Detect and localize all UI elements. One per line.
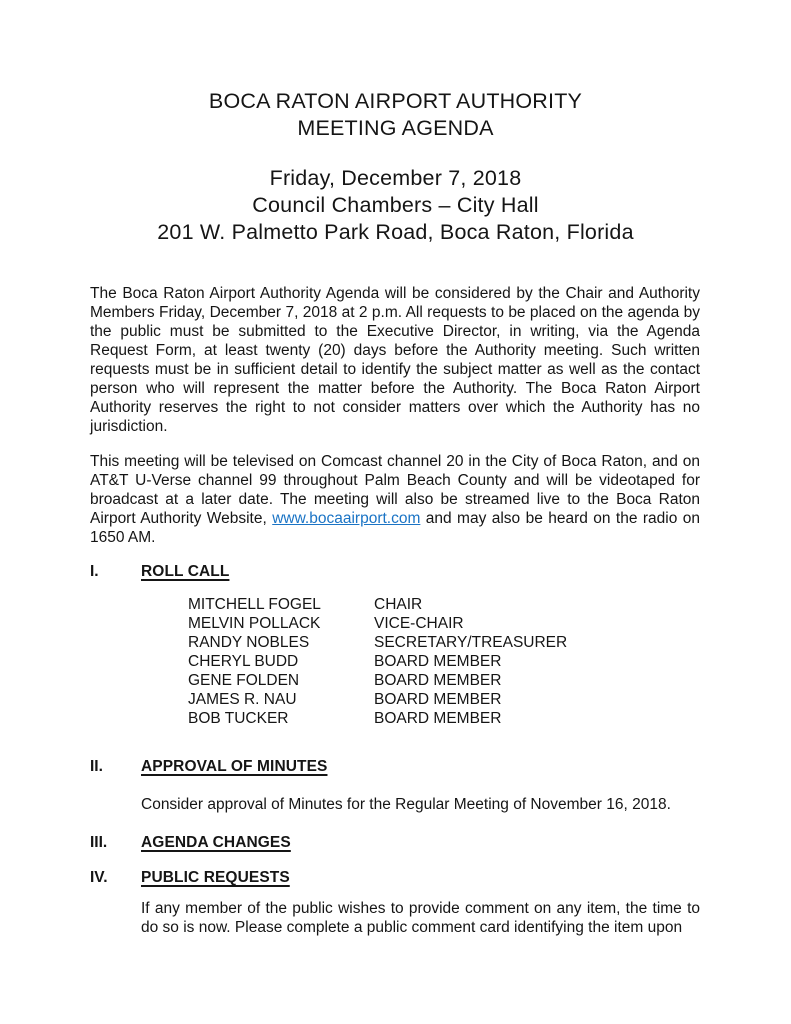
member-name: MELVIN POLLACK xyxy=(188,615,321,632)
member-name: CHERYL BUDD xyxy=(188,653,299,670)
broadcast-text-before-link: This meeting will be televised on Comcast channel 20 in the City of Boca Raton, and on AT&T U-Verse channel 99 throughout Palm Beach County and will be videotaped for broadcast at a later date. The meeting will also be streamed live to the Boca Raton Airport Authority Website, xyxy=(90,452,700,527)
member-name: GENE FOLDEN xyxy=(188,672,300,689)
roll-call-row xyxy=(188,633,700,652)
document-title-line1: BOCA RATON AIRPORT AUTHORITY xyxy=(208,89,583,113)
intro-paragraph: The Boca Raton Airport Authority Agenda will be considered by the Chair and Authority Members Friday, December 7, 2018 at 2 p.m. All requests to be placed on the agenda by the public must be submitted to the Executive Director, in writing, via the Agenda Request Form, at least twenty (20) days before the Authority meeting. Such written requests must be in sufficient detail to identify the subject matter as well as the contact person who will represent the matter before the Authority. The Boca Raton Airport Authority reserves the right to not consider matters over which the Authority has no jurisdiction. xyxy=(90,285,700,435)
roll-call-row xyxy=(188,690,700,709)
meeting-date: Friday, December 7, 2018 xyxy=(269,166,522,190)
section-approval-of-minutes xyxy=(90,757,700,776)
section-agenda-changes xyxy=(90,833,700,852)
meeting-address: 201 W. Palmetto Park Road, Boca Raton, Florida xyxy=(157,220,634,244)
broadcast-paragraph xyxy=(90,452,700,547)
document-title xyxy=(0,0,791,142)
roll-call-row xyxy=(188,709,700,728)
member-title: BOARD MEMBER xyxy=(374,691,502,708)
member-name: BOB TUCKER xyxy=(188,710,289,727)
member-title: VICE-CHAIR xyxy=(374,615,464,632)
public-requests-body: If any member of the public wishes to provide comment on any item, the time to do so is now. Please complete a public comment card identifying the item upon xyxy=(141,900,700,936)
member-title: BOARD MEMBER xyxy=(374,653,502,670)
meeting-date-location xyxy=(0,165,791,246)
section-approval-heading: APPROVAL OF MINUTES xyxy=(141,758,328,775)
broadcast-text-after-link: and may also be heard on the radio on 1650 AM. xyxy=(90,509,700,546)
document-title-line2: MEETING AGENDA xyxy=(297,116,494,140)
section-roll-call xyxy=(90,562,700,581)
section-approval-numeral: II. xyxy=(90,758,103,775)
section-public-requests-numeral: IV. xyxy=(90,869,108,886)
member-title: CHAIR xyxy=(374,596,423,613)
section-agenda-changes-heading: AGENDA CHANGES xyxy=(141,834,291,851)
member-name: JAMES R. NAU xyxy=(188,691,297,708)
section-agenda-changes-numeral: III. xyxy=(90,834,108,851)
member-title: BOARD MEMBER xyxy=(374,672,502,689)
meeting-location: Council Chambers – City Hall xyxy=(252,193,539,217)
approval-of-minutes-body: Consider approval of Minutes for the Regular Meeting of November 16, 2018. xyxy=(141,796,671,813)
section-public-requests xyxy=(90,868,700,887)
section-roll-call-heading: ROLL CALL xyxy=(141,563,230,580)
member-title: BOARD MEMBER xyxy=(374,710,502,727)
section-public-requests-heading: PUBLIC REQUESTS xyxy=(141,869,290,886)
roll-call-row xyxy=(188,595,700,614)
roll-call-row xyxy=(188,652,700,671)
section-roll-call-numeral: I. xyxy=(90,563,99,580)
roll-call-member-list xyxy=(188,595,700,728)
member-name: RANDY NOBLES xyxy=(188,634,310,651)
roll-call-row xyxy=(188,671,700,690)
member-name: MITCHELL FOGEL xyxy=(188,596,321,613)
roll-call-row xyxy=(188,614,700,633)
website-link[interactable]: www.bocaairport.com xyxy=(272,509,421,527)
member-title: SECRETARY/TREASURER xyxy=(374,634,568,651)
